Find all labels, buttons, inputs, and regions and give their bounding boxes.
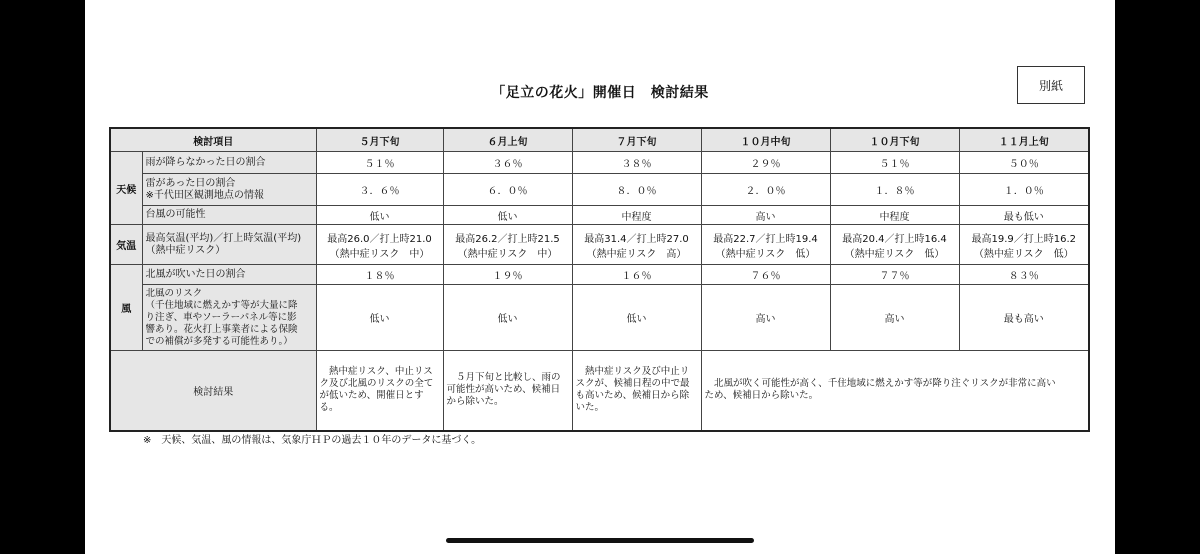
row-label-line: 最高気温(平均)／打上時気温(平均) (145, 232, 302, 244)
row-label-line: （千住地域に燃えかす等が大量に降 (145, 299, 298, 311)
cell: 中程度 (830, 206, 959, 225)
cell: ２．０％ (701, 174, 830, 206)
cell-line: 最高26.2／打上時21.5 (455, 233, 560, 245)
cell: 中程度 (572, 206, 701, 225)
result-line: も高いため、候補日から除 (575, 390, 690, 402)
cell: ７６％ (701, 265, 830, 285)
row-label-note: ※千代田区観測地点の情報 (145, 189, 264, 201)
cell: １．０％ (959, 174, 1089, 206)
header-col: ６月上旬 (443, 128, 572, 152)
cell: １６％ (572, 265, 701, 285)
result-cell (572, 351, 701, 431)
row-label: 台風の可能性 (142, 206, 316, 225)
cell: １９％ (443, 265, 572, 285)
result-line: 北風が吹く可能性が高く、千住地域に燃えかす等が降り注ぐリスクが非常に高い (704, 378, 1056, 390)
header-col: １０月中旬 (701, 128, 830, 152)
row-label-line: での補償が多発する可能性あり。） (145, 335, 293, 347)
cell: ２９％ (701, 152, 830, 174)
attachment-stamp: 別紙 (1017, 66, 1085, 104)
table-row (110, 265, 1089, 285)
table-row (110, 285, 1089, 351)
cell: 高い (701, 285, 830, 351)
cell: ３８％ (572, 152, 701, 174)
result-line: ク及び北風のリスクの全て (319, 378, 434, 390)
result-line: いた。 (575, 402, 605, 414)
result-line: 熱中症リスク、中止リス (319, 366, 433, 378)
cell: ３６％ (443, 152, 572, 174)
cell: 低い (316, 206, 443, 225)
cell: 低い (443, 285, 572, 351)
cell-line: 最高19.9／打上時16.2 (971, 233, 1077, 245)
cell: 最も高い (959, 285, 1089, 351)
result-line: 可能性が高いため、候補日 (446, 384, 561, 396)
result-line: スクが、候補日程の中で最 (575, 378, 690, 390)
header-col: １０月下旬 (830, 128, 959, 152)
row-label (142, 174, 316, 206)
cell: ８．０％ (572, 174, 701, 206)
row-label: 北風が吹いた日の割合 (142, 265, 316, 285)
row-label (142, 285, 316, 351)
cell (443, 225, 572, 265)
result-cell-wide (701, 351, 1089, 431)
table-row (110, 152, 1089, 174)
result-line: ため、候補日から除いた。 (704, 390, 819, 402)
document-page (85, 0, 1115, 554)
cell (701, 225, 830, 265)
cell: 低い (316, 285, 443, 351)
cell-line: （熱中症リスク 低） (973, 248, 1074, 260)
table-row (110, 225, 1089, 265)
row-label-line: 雷があった日の割合 (145, 177, 236, 189)
cell: １８％ (316, 265, 443, 285)
header-col: ５月下旬 (316, 128, 443, 152)
table-row (110, 174, 1089, 206)
row-label (142, 225, 316, 265)
cell: 高い (830, 285, 959, 351)
cell (316, 225, 443, 265)
cell-line: （熱中症リスク 低） (715, 248, 816, 260)
cell: ５１％ (316, 152, 443, 174)
cell: 最も低い (959, 206, 1089, 225)
cell: ５１％ (830, 152, 959, 174)
cell (959, 225, 1089, 265)
cell-line: （熱中症リスク 中） (457, 248, 558, 260)
cell-line: （熱中症リスク 中） (329, 248, 430, 260)
cell: 低い (572, 285, 701, 351)
footnote: ※ 天候、気温、風の情報は、気象庁ＨＰの過去１０年のデータに基づく。 (143, 435, 482, 446)
cell-line: 最高26.0／打上時21.0 (327, 233, 432, 245)
cell: ８３％ (959, 265, 1089, 285)
cell-line: 最高20.4／打上時16.4 (842, 233, 947, 245)
cell (830, 225, 959, 265)
cell-line: 最高22.7／打上時19.4 (713, 233, 818, 245)
cell: １．８％ (830, 174, 959, 206)
cell: 高い (701, 206, 830, 225)
group-weather: 天候 (110, 152, 142, 225)
cell: ７７％ (830, 265, 959, 285)
table-row (110, 206, 1089, 225)
result-line: ５月下旬と比較し、雨の (446, 372, 561, 384)
result-cell (443, 351, 572, 431)
cell-line: （熱中症リスク 低） (844, 248, 945, 260)
result-row (110, 351, 1089, 431)
cell: 低い (443, 206, 572, 225)
cell-line: （熱中症リスク 高） (586, 248, 687, 260)
row-label-line: （熱中症リスク） (145, 244, 226, 256)
result-line: から除いた。 (446, 396, 504, 408)
header-col: ７月下旬 (572, 128, 701, 152)
result-cell (316, 351, 443, 431)
cell (572, 225, 701, 265)
row-label-line: 響あり。花火打上事業者による保険 (145, 323, 298, 335)
result-line: が低いため、開催日とす (319, 390, 424, 402)
document-title: 「足立の花火」開催日 検討結果 (491, 85, 709, 101)
group-wind: 風 (110, 265, 142, 351)
result-line: る。 (319, 402, 339, 414)
row-label: 雨が降らなかった日の割合 (142, 152, 316, 174)
cell: ６．０％ (443, 174, 572, 206)
evaluation-table (109, 127, 1090, 432)
result-label: 検討結果 (110, 351, 316, 431)
header-col: １１月上旬 (959, 128, 1089, 152)
cell: ５０％ (959, 152, 1089, 174)
row-label-line: り注ぎ、車やソーラーパネル等に影 (145, 311, 297, 323)
cell: ３．６％ (316, 174, 443, 206)
result-line: 熱中症リスク及び中止リ (575, 366, 690, 378)
group-temp: 気温 (110, 225, 142, 265)
header-row (110, 128, 1089, 152)
header-item: 検討項目 (110, 128, 316, 152)
row-label-line: 北風のリスク (145, 287, 203, 299)
cell-line: 最高31.4／打上時27.0 (584, 233, 689, 245)
home-indicator[interactable] (446, 538, 754, 543)
